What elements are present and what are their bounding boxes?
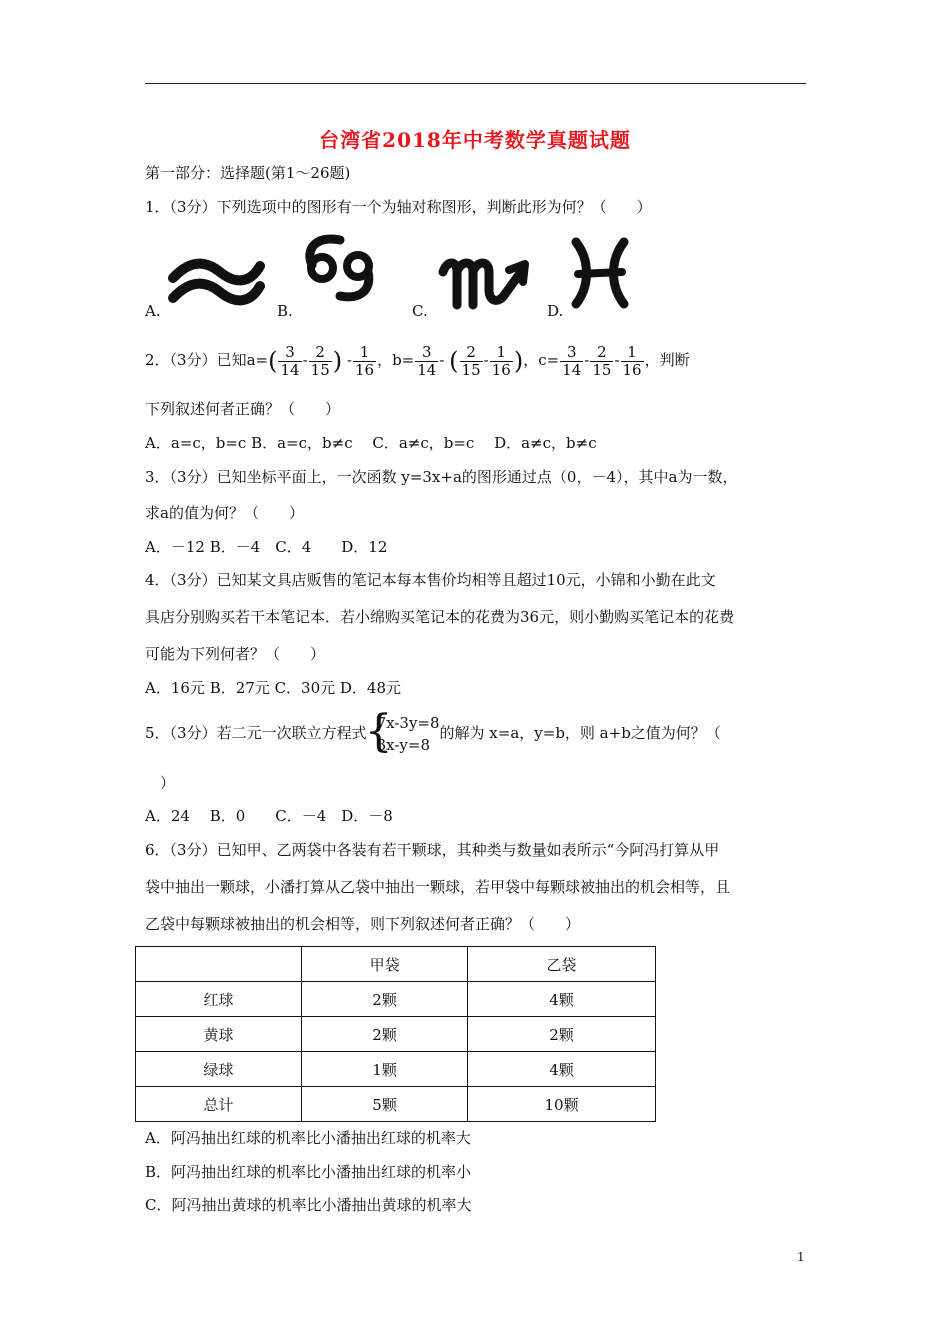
q2-suffix: ，判断 (644, 351, 690, 369)
q2-c-label: ，c= (523, 351, 560, 369)
question-6-line-2: 袋中抽出一颗球，小潘打算从乙袋中抽出一颗球，若甲袋中每颗球被抽出的机会相等，且 (145, 878, 731, 896)
question-4-line-3: 可能为下列何者？（ ） (145, 645, 326, 663)
fraction: $\frac{2}{15}$ (461, 342, 481, 379)
table-header-cell (136, 947, 302, 982)
question-4-line-1: 4．（3分）已知某文具店贩售的笔记本每本售价均相等且超过10元，小锦和小勤在此文 (145, 571, 716, 589)
table-row (136, 1087, 656, 1122)
question-2-line-2: 下列叙述何者正确？（ ） (145, 400, 341, 418)
question-4-line-2: 具店分别购买若干本笔记本．若小绵购买笔记本的花费为36元，则小勤购买笔记本的花费 (145, 608, 735, 626)
table-row (136, 1052, 656, 1087)
table-cell: 黄球 (136, 1017, 302, 1052)
question-1-stem: 1．（3分）下列选项中的图形有一个为轴对称图形，判断此形为何？（ ） (145, 198, 652, 216)
question-5-stem (145, 706, 721, 757)
table-cell: 2颗 (302, 982, 468, 1017)
equation-2: 3x-y=8 (376, 736, 430, 754)
fraction: $\frac{2}{15}$ (310, 342, 330, 379)
header-rule (145, 83, 806, 84)
q5-suffix: 的解为 x=a，y=b，则 a+b之值为何？（ (439, 724, 721, 742)
table-cell: 4颗 (468, 982, 656, 1017)
section-heading: 第一部分：选择题(第1～26题) (145, 164, 351, 182)
ball-count-table (135, 946, 656, 1122)
question-2-options: A．a=c，b=c B．a=c，b≠c C．a≠c，b=c D．a≠c，b≠c (145, 434, 597, 452)
question-3-options: A．－12 B．－4 C．4 D．12 (145, 538, 388, 556)
fraction: $\frac{1}{16}$ (354, 342, 375, 379)
table-cell: 4颗 (468, 1052, 656, 1087)
table-row (136, 1017, 656, 1052)
cancer-zodiac-icon (300, 230, 380, 305)
fraction: $\frac{1}{16}$ (491, 342, 511, 379)
question-2-stem: 2．（3分）已知a=( $\frac{3}{14}$ - $\frac{2}{15}$ ) - $\frac{1}{16}$ ，b= $\frac{3}{14}$ - ( $\frac{2}{15}$ - $\frac{1}{16}$ )，c= $\frac{3}{14}$ - $\frac{2}{15}$ - $\frac{1}{16}$ ，判断 (145, 342, 690, 379)
question-6-option-c: C．阿冯抽出黄球的机率比小潘抽出黄球的机率大 (145, 1196, 472, 1214)
q5-prefix: 5．（3分）若二元一次联立方程式 (145, 724, 367, 742)
scorpio-zodiac-icon (437, 250, 547, 310)
page-number: 1 (797, 1250, 805, 1264)
question-3-line-2: 求a的值为何？（ ） (145, 504, 304, 522)
question-5-line-2: ） (160, 774, 176, 792)
equation-1: 7x-3y=8 (376, 714, 440, 732)
question-6-line-3: 乙袋中每颗球被抽出的机会相等，则下列叙述何者正确？（ ） (145, 915, 581, 933)
pisces-zodiac-icon (568, 236, 632, 310)
table-cell: 绿球 (136, 1052, 302, 1087)
table-cell: 2颗 (302, 1017, 468, 1052)
fraction: $\frac{1}{16}$ (622, 342, 642, 379)
table-cell: 红球 (136, 982, 302, 1017)
fraction: $\frac{3}{14}$ (417, 342, 437, 379)
table-cell: 总计 (136, 1087, 302, 1122)
fraction: $\frac{3}{14}$ (280, 342, 300, 379)
table-header-row (136, 947, 656, 982)
question-6-line-1: 6．（3分）已知甲、乙两袋中各装有若干颗球，其种类与数量如表所示“今阿冯打算从甲 (145, 841, 720, 859)
q1-option-d-label: D. (547, 302, 564, 320)
table-cell: 2颗 (468, 1017, 656, 1052)
fraction: $\frac{2}{15}$ (592, 342, 612, 379)
q1-option-b-label: B. (277, 302, 293, 320)
table-header-cell: 乙袋 (468, 947, 656, 982)
q1-option-a-label: A. (145, 302, 161, 320)
equation-system: { 7x-3y=8 3x-y=8 (364, 706, 440, 757)
question-5-options: A．24 B．0 C．－4 D．－8 (145, 807, 393, 825)
table-cell: 1颗 (302, 1052, 468, 1087)
q1-option-c-label: C. (412, 302, 428, 320)
table-row (136, 982, 656, 1017)
fraction: $\frac{3}{14}$ (562, 342, 582, 379)
page-title: 台湾省2018年中考数学真题试题 (319, 128, 631, 152)
question-4-options: A．16元 B．27元 C．30元 D．48元 (145, 679, 402, 697)
table-cell: 5颗 (302, 1087, 468, 1122)
table-header-cell: 甲袋 (302, 947, 468, 982)
question-6-option-a: A．阿冯抽出红球的机率比小潘抽出红球的机率大 (145, 1129, 471, 1147)
question-3-line-1: 3．（3分）已知坐标平面上，一次函数 y=3x+a的图形通过点（0，－4），其中a为一数， (145, 468, 738, 486)
table-cell: 10颗 (468, 1087, 656, 1122)
approx-symbol-icon (165, 258, 265, 308)
question-6-option-b: B．阿冯抽出红球的机率比小潘抽出红球的机率小 (145, 1163, 472, 1181)
q2-b-label: ，b= (377, 351, 415, 369)
q2-a-label: 2．（3分）已知a= (145, 351, 269, 369)
